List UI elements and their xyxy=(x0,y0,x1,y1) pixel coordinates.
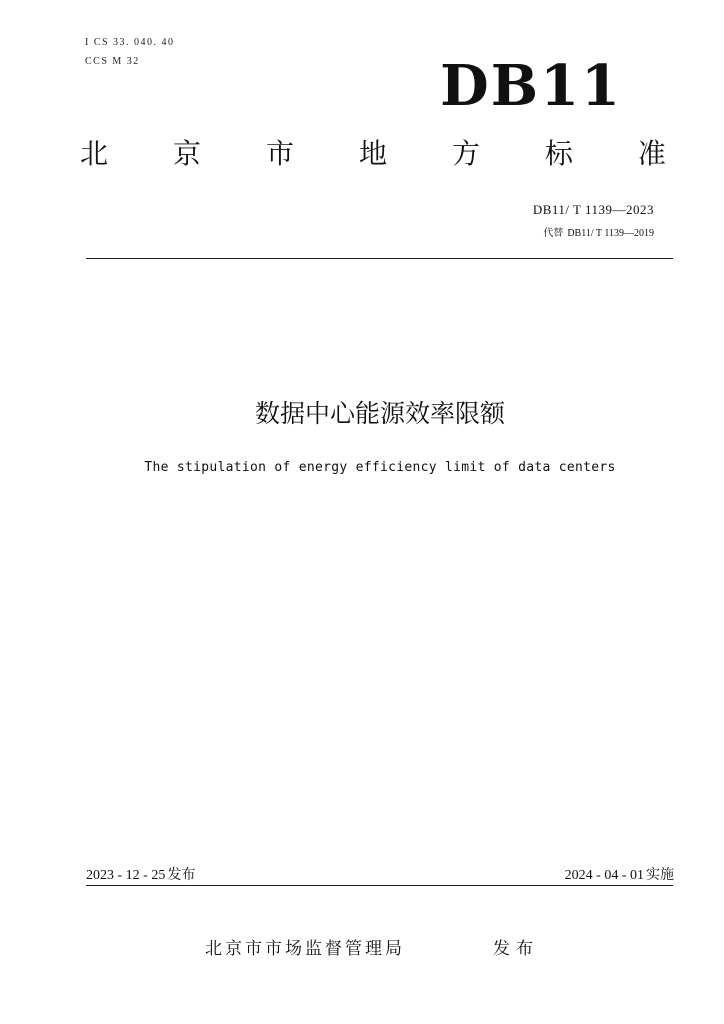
document-title-en: The stipulation of energy efficiency limit of data centers xyxy=(144,460,616,475)
issue-date: 2023 - 12 - 25 xyxy=(86,868,166,883)
ccs-code: CCS M 32 xyxy=(85,56,140,67)
replaces-label: 代替 xyxy=(543,228,564,239)
implementation-date-line xyxy=(565,864,674,884)
implementation-date: 2024 - 04 - 01 xyxy=(564,868,644,883)
ics-code: I CS 33. 040. 40 xyxy=(85,37,175,48)
standard-type-char: 地 xyxy=(358,137,387,170)
standard-type-char: 京 xyxy=(172,137,201,170)
implementation-label: 实施 xyxy=(646,867,674,883)
publisher-name: 北京市市场监督管理局 xyxy=(205,939,405,959)
standard-type-heading xyxy=(80,137,666,170)
standard-logo: DB11 xyxy=(440,53,622,119)
document-title-cn: 数据中心能源效率限额 xyxy=(254,399,505,428)
issue-label: 发布 xyxy=(167,867,196,883)
standard-type-char: 准 xyxy=(637,137,666,170)
standard-type-char: 方 xyxy=(451,137,480,170)
standard-type-char: 标 xyxy=(544,137,573,170)
replaces-line xyxy=(543,224,654,239)
standard-code: DB11/ T 1139—2023 xyxy=(532,202,654,217)
replaces-code: DB11/ T 1139—2019 xyxy=(567,228,654,239)
standard-type-char: 北 xyxy=(80,137,109,170)
bottom-divider xyxy=(86,885,673,886)
top-divider xyxy=(86,258,673,259)
publish-label: 发布 xyxy=(493,939,539,959)
standard-type-char: 市 xyxy=(265,137,294,170)
issue-date-line xyxy=(86,864,195,884)
